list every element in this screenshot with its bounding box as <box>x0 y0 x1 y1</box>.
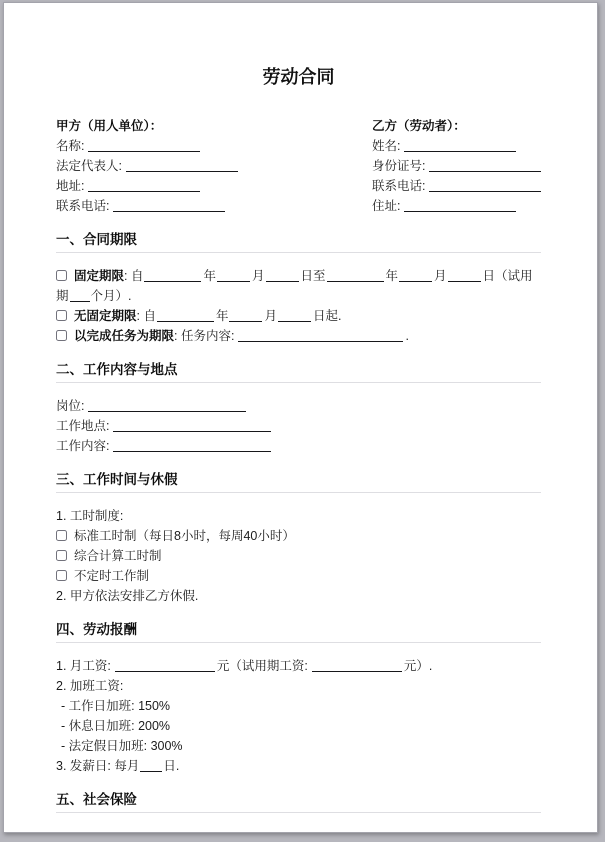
contract-page <box>3 2 598 833</box>
checkbox-flexible-hours[interactable] <box>56 570 67 581</box>
checkbox-comprehensive-hours[interactable] <box>56 550 67 561</box>
blank-end-month <box>399 271 432 282</box>
salary-tail-text: 元）. <box>403 659 433 673</box>
standard-hours-option <box>56 526 541 546</box>
monthly-salary-row <box>56 656 541 676</box>
task-term-label: 以完成任务为期限 <box>74 329 175 343</box>
blank-address-line <box>88 181 200 192</box>
blank-start-year <box>144 271 201 282</box>
work-duties-row <box>56 436 541 456</box>
blank-representative-line <box>126 161 238 172</box>
blank-phone-line <box>113 201 225 212</box>
party-a-block <box>56 116 372 216</box>
blank-worker-phone-line <box>429 181 541 192</box>
task-term-clause <box>56 326 541 346</box>
blank-open-month <box>229 311 262 322</box>
fixed-term-clause <box>56 266 541 306</box>
party-b-block <box>372 116 543 216</box>
fixed-term-text-month1: 月 <box>251 269 265 283</box>
fixed-term-text-from: : 自 <box>124 269 144 283</box>
party-a-heading: 甲方（用人单位）： <box>56 119 163 133</box>
field-label-name: 名称: <box>56 139 85 153</box>
section-working-hours <box>56 473 541 606</box>
section-contract-term <box>56 233 541 346</box>
blank-name-line <box>88 141 200 152</box>
comprehensive-hours-label: 综合计算工时制 <box>74 549 162 563</box>
field-label-position: 岗位: <box>56 399 85 413</box>
blank-probation-salary <box>312 661 402 672</box>
overtime-holiday-row: - 法定假日加班: 300% <box>61 739 183 753</box>
party-b-phone-row <box>372 176 543 196</box>
blank-open-year <box>157 311 214 322</box>
salary-prefix-text: 1. 月工资: <box>56 659 111 673</box>
checkbox-task-term[interactable] <box>56 330 67 341</box>
standard-hours-label: 标准工时制（每日8小时，每周40小时） <box>74 529 295 543</box>
fixed-term-text-probation: 日（试用期 <box>56 269 533 303</box>
overtime-restday-row: - 休息日加班: 200% <box>61 719 171 733</box>
section-contract-term-heading: 一、合同期限 <box>56 233 541 253</box>
payday-prefix-text: 3. 发薪日: 每月 <box>56 759 140 773</box>
leave-note: 2. 甲方依法安排乙方休假. <box>56 589 199 603</box>
blank-monthly-salary <box>115 661 215 672</box>
party-a-representative-row <box>56 156 372 176</box>
overtime-label-row: 2. 加班工资: <box>56 679 124 693</box>
open-term-label: 无固定期限 <box>74 309 137 323</box>
hours-system-intro: 1. 工时制度: <box>56 509 124 523</box>
blank-position-line <box>88 401 246 412</box>
document-title: 劳动合同 <box>262 67 335 87</box>
section-remuneration <box>56 623 541 776</box>
blank-task-content <box>238 331 403 342</box>
field-label-work-location: 工作地点: <box>56 419 110 433</box>
field-label-phone: 联系电话: <box>56 199 110 213</box>
section-social-insurance-heading: 五、社会保险 <box>56 793 541 813</box>
blank-payday <box>140 761 162 772</box>
party-a-phone-row <box>56 196 372 216</box>
field-label-work-duties: 工作内容: <box>56 439 110 453</box>
flexible-hours-label: 不定时工作制 <box>74 569 150 583</box>
comprehensive-hours-option <box>56 546 541 566</box>
party-b-address-row <box>372 196 543 216</box>
blank-work-duties-line <box>113 441 271 452</box>
work-location-row <box>56 416 541 436</box>
blank-work-location-line <box>113 421 271 432</box>
fixed-term-text-year1: 年 <box>203 269 216 283</box>
payday-tail-text: 日. <box>163 759 180 773</box>
field-label-worker-address: 住址: <box>372 199 401 213</box>
overtime-weekday-row: - 工作日加班: 150% <box>61 699 171 713</box>
fixed-term-text-month2: 月 <box>434 269 447 283</box>
party-a-address-row <box>56 176 372 196</box>
blank-start-month <box>217 271 250 282</box>
field-label-address: 地址: <box>56 179 85 193</box>
fixed-term-text-tail: 个月）. <box>90 289 132 303</box>
open-term-text-from: : 自 <box>136 309 156 323</box>
open-term-clause <box>56 306 541 326</box>
parties-block <box>56 116 541 216</box>
open-term-text-tail: 日起. <box>313 309 342 323</box>
section-work-content <box>56 363 541 456</box>
fixed-term-label: 固定期限 <box>74 269 125 283</box>
party-b-heading: 乙方（劳动者）： <box>372 119 466 133</box>
blank-probation-months <box>70 291 90 302</box>
payday-row <box>56 756 541 776</box>
party-b-id-row <box>372 156 543 176</box>
section-remuneration-heading: 四、劳动报酬 <box>56 623 541 643</box>
fixed-term-text-day-to: 日至 <box>300 269 326 283</box>
flexible-hours-option <box>56 566 541 586</box>
blank-worker-address-line <box>404 201 516 212</box>
open-term-text-year: 年 <box>215 309 229 323</box>
section-work-content-heading: 二、工作内容与地点 <box>56 363 541 383</box>
open-term-text-month: 月 <box>264 309 277 323</box>
probation-months-group <box>69 289 132 303</box>
checkbox-fixed-term[interactable] <box>56 270 67 281</box>
blank-id-number-line <box>429 161 541 172</box>
party-b-name-row <box>372 136 543 156</box>
section-working-hours-heading: 三、工作时间与休假 <box>56 473 541 493</box>
blank-open-day <box>278 311 311 322</box>
task-term-text: : 任务内容: <box>174 329 235 343</box>
blank-end-year <box>327 271 384 282</box>
position-row <box>56 396 541 416</box>
blank-start-day <box>266 271 299 282</box>
field-label-id-number: 身份证号: <box>372 159 426 173</box>
checkbox-standard-hours[interactable] <box>56 530 67 541</box>
blank-end-day <box>448 271 481 282</box>
fixed-term-text-year2: 年 <box>385 269 399 283</box>
salary-mid-text: 元（试用期工资: <box>216 659 308 673</box>
contract-content <box>4 65 597 813</box>
party-a-name-row <box>56 136 372 156</box>
field-label-worker-name: 姓名: <box>372 139 401 153</box>
field-label-worker-phone: 联系电话: <box>372 179 426 193</box>
section-social-insurance <box>56 793 541 813</box>
blank-worker-name-line <box>404 141 516 152</box>
field-label-representative: 法定代表人: <box>56 159 122 173</box>
task-term-text-tail: . <box>405 329 409 343</box>
checkbox-open-term[interactable] <box>56 310 67 321</box>
